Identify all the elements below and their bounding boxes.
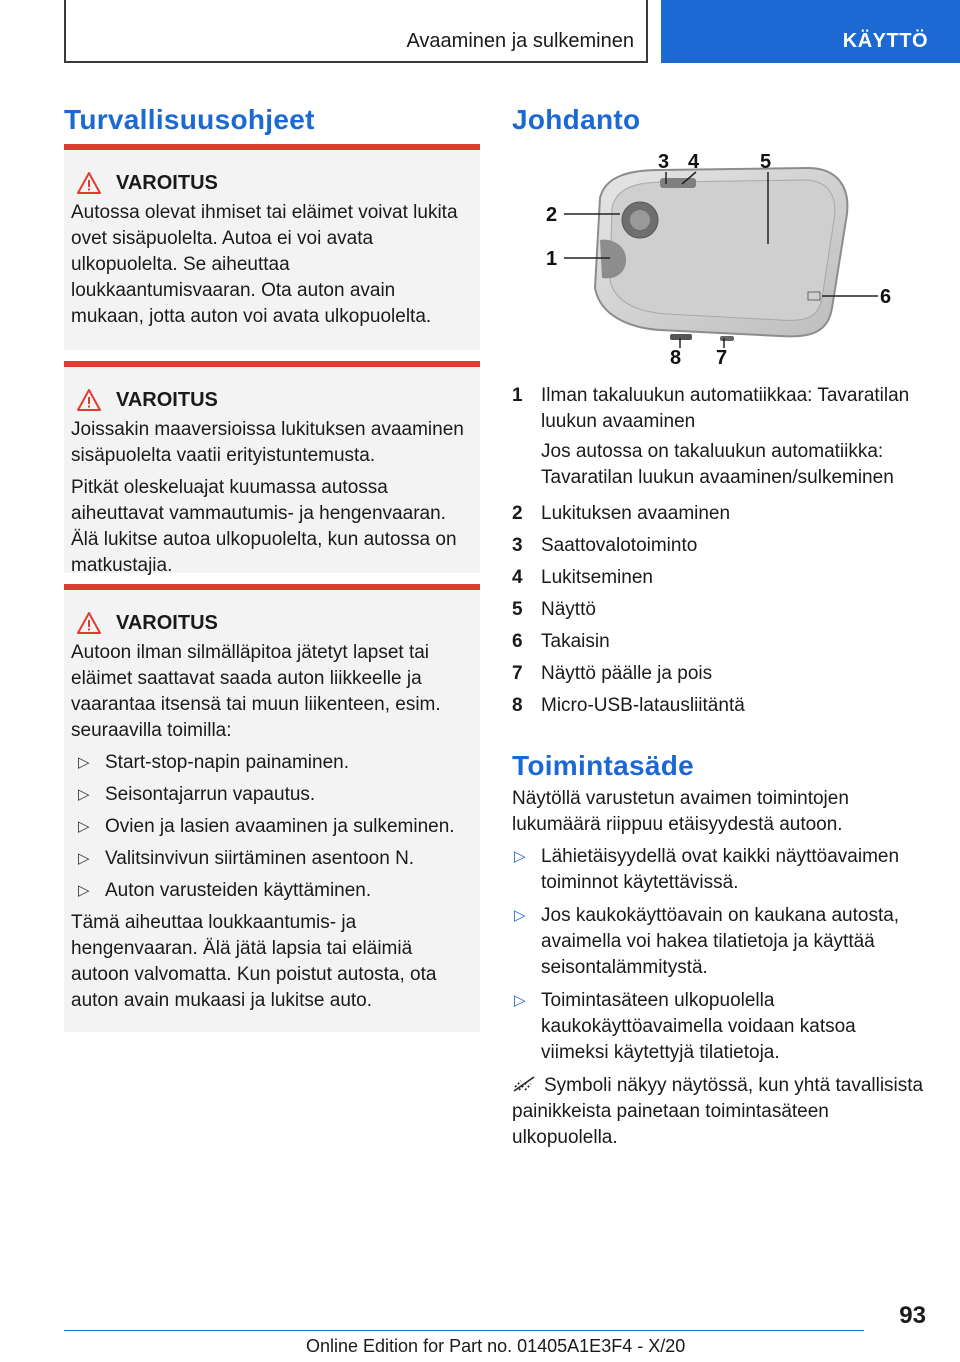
warning-triangle-icon [76,611,102,635]
page-number: 93 [899,1302,926,1329]
callout-number: 6 [880,286,892,308]
warning-text: Autossa olevat ihmiset tai eläimet voivat lukita ovet sisäpuolelta. Autoa ei voi avata ulkopuolelta. Se aiheuttaa loukkaantumisvaaran. Ota auton avain mukaan, jotta auton voi avata ulkopuolelta. [71,202,458,327]
figure-legend [512,383,932,725]
display-key-illustration [540,148,900,370]
legend-item: 4 Lukitseminen [512,567,653,588]
triangle-bullet-icon: ▷ [78,818,90,835]
footer-divider [64,1330,864,1331]
legend-item: 8 Micro-USB-latausliitäntä [512,695,745,716]
triangle-bullet-icon: ▷ [78,882,90,899]
warning-text: Tämä aiheuttaa loukkaantumis- ja hengenvaaran. Älä jätä lapsia tai eläimiä autoon valvomatta. Kun poistut autosta, ota auton avain mukaasi ja lukitse auto. [71,912,437,1011]
warning-text: Pitkät oleskeluajat kuumassa autossa aiheuttavat vammautumis- ja hengenvaaran. Älä lukitse autoa ulkopuolelta, kun autossa on matkustajia. [71,477,457,576]
list-item: ▷ Jos kaukokäyttöavain on kaukana autosta, avaimella voi hakea tilatietoja ja käyttää seisontalämmitystä. [514,905,900,978]
warning-label: VAROITUS [116,612,218,634]
range-title: Toimintasäde [512,750,695,781]
chapter-header-tab [64,0,648,63]
range-bullets [512,844,926,1066]
callout-number: 8 [670,347,682,369]
callout-number: 4 [688,151,700,173]
warning-text: Autoon ilman silmälläpitoa jätetyt lapset tai eläimet saattavat saada auton liikkeelle ja vaarantaa itsensä tai muun liikenteen, esim. seuraavilla toimilla: [71,642,441,741]
triangle-bullet-icon: ▷ [78,754,90,771]
triangle-bullet-icon: ▷ [514,992,526,1009]
list-item: ▷ Lähietäisyydellä ovat kaikki näyttöavaimen toiminnot käytettävissä. [514,846,900,893]
callout-number: 3 [658,151,670,173]
list-item: ▷ Auton varusteiden käyttäminen. [71,878,473,904]
safety-title: Turvallisuusohjeet [64,104,315,135]
triangle-bullet-icon: ▷ [78,850,90,867]
warning-triangle-icon [76,171,102,195]
warning-label: VAROITUS [116,389,218,411]
section-title: KÄYTTÖ [842,30,928,52]
warning-text: Joissakin maaversioissa lukituksen avaaminen sisäpuolelta vaatii erityistuntemusta. [71,419,464,466]
legend-item: 7 Näyttö päälle ja pois [512,663,713,684]
list-item: ▷ Toimintasäteen ulkopuolella kaukokäyttöavaimella voidaan katsoa viimeksi käytettyjä tilatietoja. [514,990,856,1063]
callout-number: 5 [760,151,772,173]
triangle-bullet-icon: ▷ [514,907,526,924]
triangle-bullet-icon: ▷ [514,848,526,865]
warning-box-2 [64,361,480,576]
callout-number: 2 [546,204,558,226]
warning-box-1 [64,144,480,350]
edition-footer: Online Edition for Part no. 01405A1E3F4 - X/20 [306,1336,686,1356]
intro-title: Johdanto [512,104,641,135]
warning-bullets [71,750,473,904]
legend-item: 1 Ilman takaluukun automatiikkaa: Tavaratilan luukun avaaminen Jos autossa on takaluukun automatiikka: Tavaratilan luukun avaaminen/sulkeminen [512,385,910,488]
list-item: ▷ Valitsinvivun siirtäminen asentoon N. [71,846,473,872]
legend-item: 2 Lukituksen avaaminen [512,503,731,524]
legend-item: 3 Saattovalotoiminto [512,535,698,556]
callout-number: 7 [716,347,728,369]
key-body [595,168,847,341]
section-header-tab [661,0,960,63]
triangle-bullet-icon: ▷ [78,786,90,803]
symbol-note: Symboli näkyy näytössä, kun yhtä tavallisista painikkeista painetaan toimintasäteen ulkopuolella. [512,1075,924,1148]
range-intro: Näytöllä varustetun avaimen toimintojen lukumäärä riippuu etäisyydestä autoon. [512,788,849,835]
legend-item: 6 Takaisin [512,631,610,652]
warning-box-3 [64,584,480,1032]
out-of-range-signal-icon [512,1075,538,1093]
warning-triangle-icon [76,388,102,412]
chapter-title: Avaaminen ja sulkeminen [406,30,634,52]
range-section [512,786,926,1157]
list-item: ▷ Seisontajarrun vapautus. [71,782,473,808]
callout-number: 1 [546,248,558,270]
list-item: ▷ Ovien ja lasien avaaminen ja sulkeminen. [71,814,473,840]
legend-item: 5 Näyttö [512,599,596,620]
list-item: ▷ Start-stop-napin painaminen. [71,750,473,776]
warning-label: VAROITUS [116,172,218,194]
